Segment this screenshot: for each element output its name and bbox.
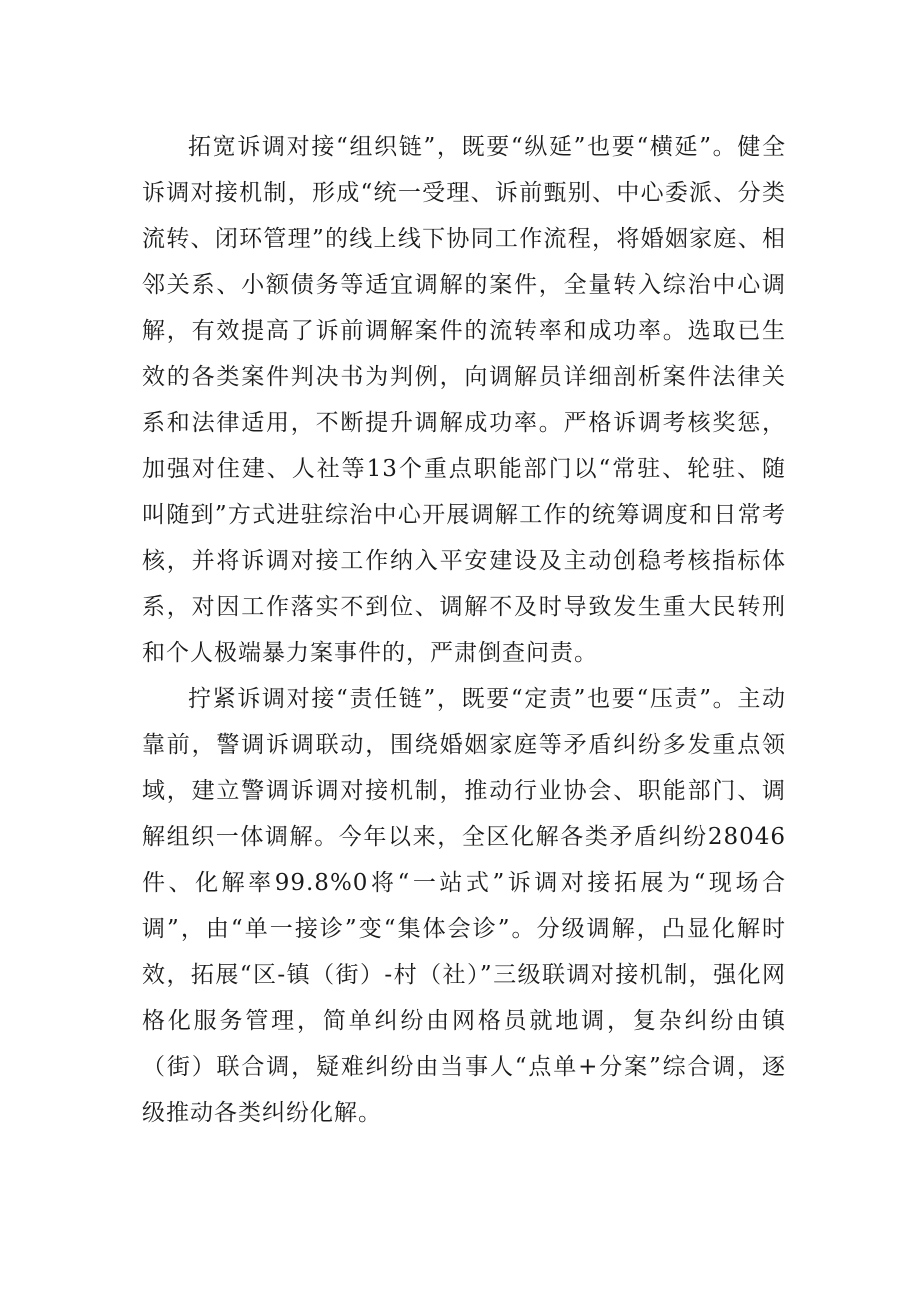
paragraph-organization-chain: 拓宽诉调对接“组织链”，既要“纵延”也要“横延”。健全诉调对接机制，形成“统一受理、诉前甄别、中心委派、分类流转、闭环管理”的线上线下协同工作流程，将婚姻家庭、相邻关系、小额债务等适宜调解的案件，全量转入综治中心调解，有效提高了诉前调解案件的流转率和成功率。选取已生效的各类案件判决书为判例，向调解员详细剖析案件法律关系和法律适用，不断提升调解成功率。严格诉调考核奖惩，加强对住建、人社等13个重点职能部门以“常驻、轮驻、随叫随到”方式进驻综治中心开展调解工作的统筹调度和日常考核，并将诉调对接工作纳入平安建设及主动创稳考核指标体系，对因工作落实不到位、调解不及时导致发生重大民转刑和个人极端暴力案事件的，严肃倒查问责。 bbox=[142, 134, 786, 666]
paragraph-responsibility-chain: 拧紧诉调对接“责任链”，既要“定责”也要“压责”。主动靠前，警调诉调联动，围绕婚姻家庭等矛盾纠纷多发重点领域，建立警调诉调对接机制，推动行业协会、职能部门、调解组织一体调解。今年以来，全区化解各类矛盾纠纷28046件、化解率99.8%0将“一站式”诉调对接拓展为“现场合调”，由“单一接诊”变“集体会诊”。分级调解，凸显化解时效，拓展“区-镇（街）-村（社）”三级联调对接机制，强化网格化服务管理，简单纠纷由网格员就地调，复杂纠纷由镇（街）联合调，疑难纠纷由当事人“点单+分案”综合调，逐级推动各类纠纷化解。 bbox=[142, 686, 786, 1126]
document-body bbox=[142, 124, 786, 1136]
